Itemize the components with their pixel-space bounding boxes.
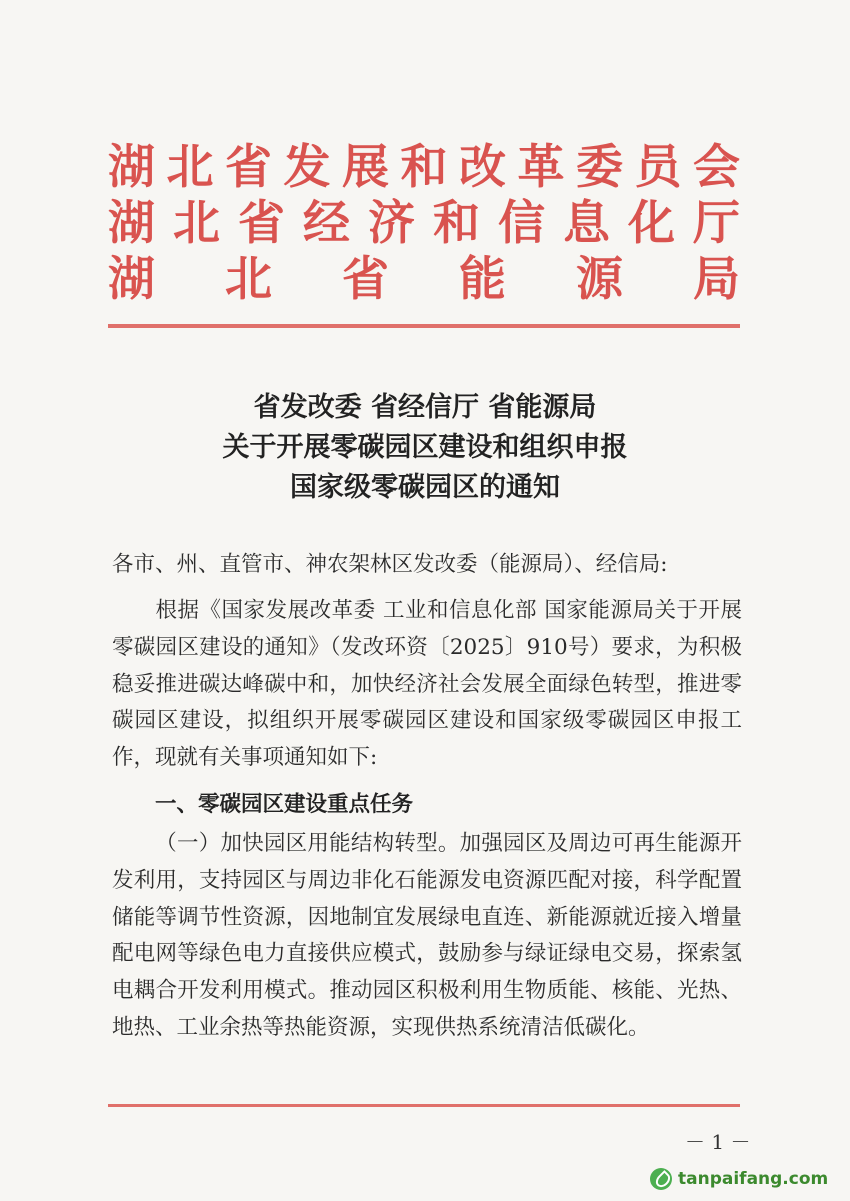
issuer-char: 湖 [108,140,155,195]
issuer-char: 经 [303,196,350,251]
issuer-line-economy-information-department [108,196,740,252]
issuer-char: 信 [498,196,545,251]
section-heading-key-tasks: 一、零碳园区建设重点任务 [155,792,414,817]
issuer-char: 北 [173,196,220,251]
issuer-char: 源 [576,252,623,307]
issuer-char: 和 [433,196,480,251]
document-title-line-1: 省发改委 省经信厅 省能源局 [253,392,597,423]
footer-divider [108,1104,740,1107]
issuer-char: 北 [166,140,214,195]
issuer-char: 委 [576,140,623,195]
issuer-char: 会 [693,140,740,195]
document-title-line-2: 关于开展零碳园区建设和组织申报 [222,432,628,463]
page-number: － 1 － [685,1130,751,1154]
issuer-char: 省 [225,140,272,195]
issuer-char: 省 [342,252,389,307]
intro-text: 根据《国家发展改革委 工业和信息化部 国家能源局关于开展零碳园区建设的通知》（发改环资〔2025〕910号）要求，为积极稳妥推进碳达峰碳中和，加快经济社会发展全面绿色转型，推进零碳园区建设，拟组织开展零碳园区建设和国家级零碳园区申报工作，现就有关事项通知如下: [112,598,742,771]
issuer-char: 改 [459,140,506,195]
issuer-char: 员 [634,140,682,195]
issuer-char: 化 [628,196,675,251]
issuer-line-energy-bureau [108,252,740,308]
issuer-char: 能 [459,252,506,307]
leaf-logo-icon [650,1168,672,1190]
issuer-char: 和 [400,140,448,195]
issuer-char: 湖 [108,196,155,251]
watermark-text: tanpaifang.com [678,1169,829,1189]
watermark [650,1168,828,1190]
issuer-char: 北 [225,252,272,307]
issuer-line-provincial-development-reform-commission [108,140,740,196]
intro-paragraph [112,593,742,777]
issuer-char: 省 [238,196,285,251]
issuer-char: 展 [342,140,389,195]
issuer-char: 息 [563,196,610,251]
document-title-line-3: 国家级零碳园区的通知 [290,472,560,503]
task-1-text: （一）加快园区用能结构转型。加强园区及周边可再生能源开发利用，支持园区与周边非化石能源发电资源匹配对接，科学配置储能等调节性资源，因地制宜发展绿电直连、新能源就近接入增量配电网等绿色电力直接供应模式，鼓励参与绿证绿电交易，探索氢电耦合开发利用模式。推动园区积极利用生物质能、核能、光热、地热、工业余热等热能资源，实现供热系统清洁低碳化。 [112,831,742,1040]
issuer-char: 发 [283,140,331,195]
issuer-char: 湖 [108,252,155,307]
header-divider [108,324,740,328]
task-1-paragraph [112,826,742,1047]
issuer-char: 革 [517,140,565,195]
issuer-char: 局 [693,252,740,307]
recipients-line: 各市、州、直管市、神农架林区发改委（能源局）、经信局: [112,552,668,577]
issuer-char: 厅 [693,196,740,251]
issuer-char: 济 [368,196,415,251]
